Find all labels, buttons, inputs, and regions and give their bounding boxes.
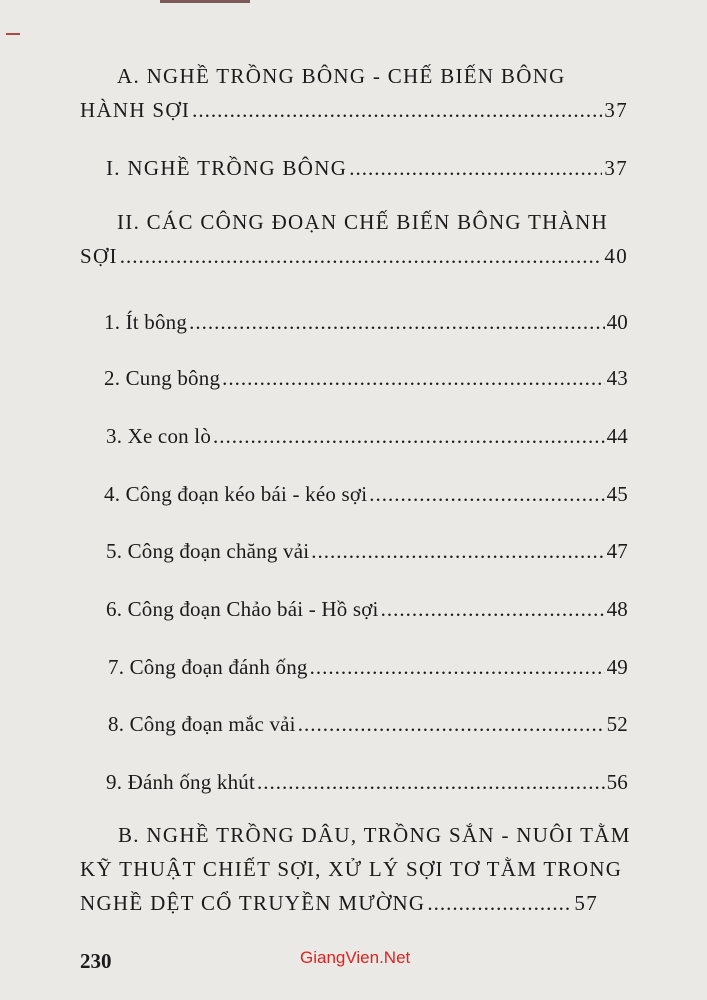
toc-page-number: 37 <box>604 98 628 122</box>
toc-page-number: 47 <box>606 539 628 563</box>
toc-page-number: 52 <box>606 712 628 736</box>
leader-dots <box>213 424 605 449</box>
toc-page-number: 37 <box>604 156 628 180</box>
toc-entry-item-1 <box>104 310 628 335</box>
toc-entry-title: 9. Đánh ống khút <box>106 770 256 794</box>
top-edge-mark <box>160 0 250 3</box>
toc-page-number: 56 <box>606 770 628 794</box>
toc-page-number: 43 <box>606 366 628 390</box>
page-number: 230 <box>80 949 112 973</box>
leader-dots <box>257 770 605 795</box>
toc-page-number: 57 <box>574 891 598 915</box>
toc-entry-title: 2. Cung bông <box>104 366 221 390</box>
toc-entry-line: B. NGHỀ TRỒNG DÂU, TRỒNG SẮN - NUÔI TẰM <box>118 823 631 847</box>
toc-entry-item-7 <box>108 655 628 680</box>
toc-entry-title: 8. Công đoạn mắc vải <box>108 712 296 736</box>
toc-entry-title: NGHỀ DỆT CỔ TRUYỀN MƯỜNG <box>80 891 426 915</box>
leader-dots <box>311 539 604 564</box>
toc-page-number: 49 <box>606 655 628 679</box>
toc-entry-item-3 <box>106 424 628 449</box>
toc-entry-title: 3. Xe con lò <box>106 424 212 448</box>
toc-entry-title: 1. Ít bông <box>104 310 188 334</box>
toc-entry-title: 7. Công đoạn đánh ống <box>108 655 308 679</box>
toc-entry-section-b <box>80 823 631 916</box>
leader-dots <box>298 712 605 737</box>
leader-dots <box>427 891 572 916</box>
toc-entry-item-5 <box>106 539 628 564</box>
toc-page-number: 40 <box>604 244 628 268</box>
toc-entry-item-6 <box>106 597 628 622</box>
toc-entry-item-2 <box>104 366 628 391</box>
toc-entry-item-4 <box>104 482 628 507</box>
toc-entry-section-ii <box>80 210 628 269</box>
toc-page-number: 40 <box>606 310 628 334</box>
toc-entry-line: II. CÁC CÔNG ĐOẠN CHẾ BIẾN BÔNG THÀNH <box>117 210 609 234</box>
toc-entry-item-8 <box>108 712 628 737</box>
leader-dots <box>369 482 604 507</box>
toc-page-number: 45 <box>606 482 628 506</box>
toc-entry-title: 6. Công đoạn Chảo bái - Hồ sợi <box>106 597 379 621</box>
leader-dots <box>310 655 605 680</box>
toc-entry-section-i <box>106 156 628 181</box>
watermark: GiangVien.Net <box>300 948 411 967</box>
margin-mark <box>6 33 20 35</box>
leader-dots <box>349 156 602 181</box>
toc-entry-title: 4. Công đoạn kéo bái - kéo sợi <box>104 482 368 506</box>
toc-entry-item-9 <box>106 770 628 795</box>
leader-dots <box>120 244 603 269</box>
leader-dots <box>189 310 605 335</box>
toc-entry-line: A. NGHỀ TRỒNG BÔNG - CHẾ BIẾN BÔNG <box>117 64 566 88</box>
leader-dots <box>222 366 604 391</box>
toc-entry-line: KỸ THUẬT CHIẾT SỢI, XỬ LÝ SỢI TƠ TẰM TRONG <box>80 857 623 881</box>
toc-page-number: 44 <box>606 424 628 448</box>
leader-dots <box>192 98 602 123</box>
leader-dots <box>381 597 605 622</box>
toc-entry-title: 5. Công đoạn chăng vải <box>106 539 310 563</box>
toc-entry-title: HÀNH SỢI <box>80 98 191 122</box>
toc-entry-title: I. NGHỀ TRỒNG BÔNG <box>106 156 348 180</box>
toc-entry-title: SỢI <box>80 244 118 268</box>
toc-entry-section-a <box>80 64 628 123</box>
toc-page-number: 48 <box>606 597 628 621</box>
